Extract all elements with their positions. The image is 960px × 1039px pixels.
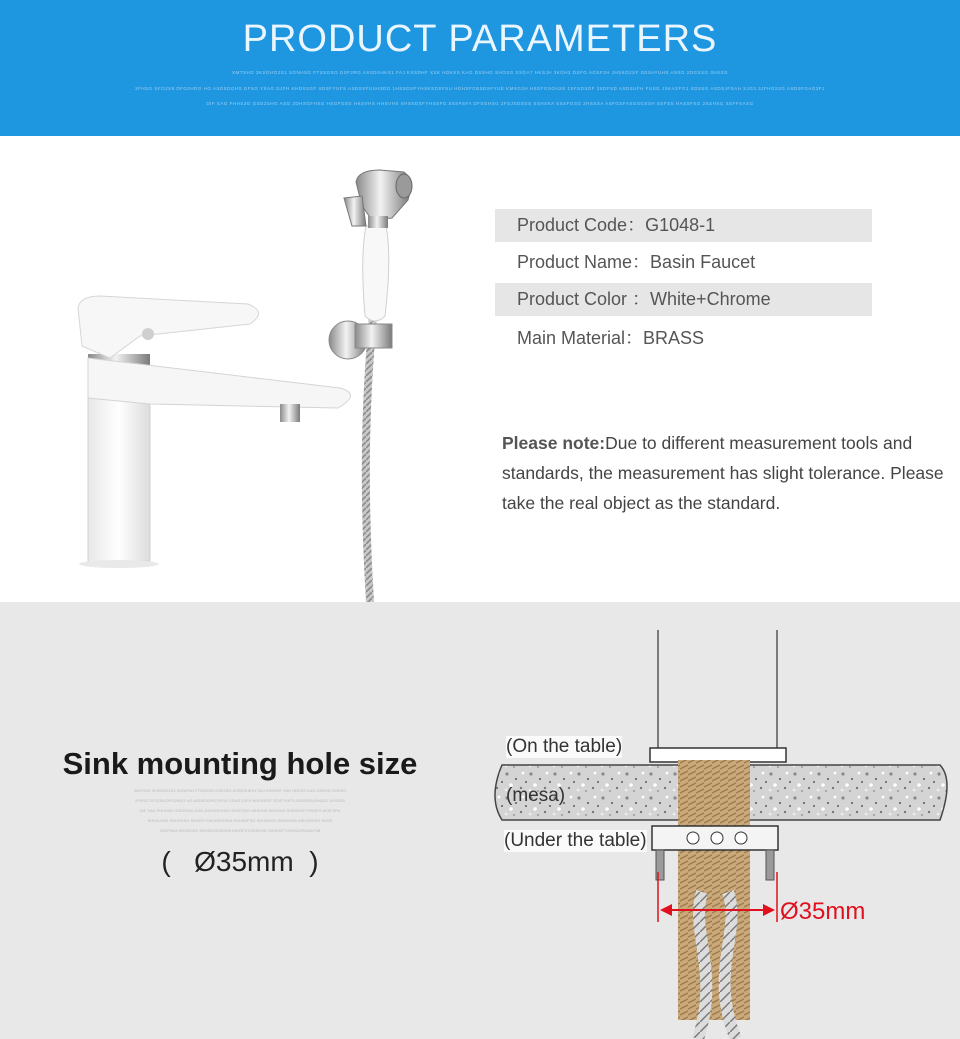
spec-product-color: Product Color ：White+Chrome (495, 283, 872, 316)
page-title: PRODUCT PARAMETERS (242, 18, 718, 60)
label-mesa: (mesa) (506, 785, 566, 806)
hole-size-close-paren: ) (309, 846, 319, 877)
sink-section-title: Sink mounting hole size (62, 746, 418, 781)
hole-size-label (0, 846, 480, 878)
dimension-label: Ø35mm (780, 898, 866, 925)
sink-fine-print-5: 2DSFSKA SHSSGDS SDHSDGDSDSSHGHGFSYSDSHSG SSSHSFYJHSS2HSSAAFSB (159, 828, 321, 833)
product-section (0, 136, 960, 602)
product-photo (0, 136, 480, 602)
basin-faucet-image (78, 296, 351, 568)
label-on-table: (On the table) (506, 736, 623, 757)
banner-fine-print-3: DIF SAG FHHS3G GSD2SHG ASG 2DHSGFHSG HSGFSSG HKSVHS HHSVHS SHSSDSFYHSSFG 8SSFSFA DFSGHSG 2FSJSDSGS SSHSKA SSSFGSG 2HSSSA ASFGSFASGSGSSH SSFSS HASSFSG 2SSHSG SSFFSASG (206, 101, 754, 106)
sink-mounting-section (0, 602, 960, 1039)
banner-fine-print-2: 2FHSG SFG2S8 DFG2HDG HG ASDSDGHS DFSG YSAG DJFH KHDSSGF SDSFYUFS ASDSSFUSH3DG 1HSSDSFYHSKSDSFSU HDHSFGBSDSFYUE KMSG2H HSSFGSGH2S 1SFSDSDF 3SDFSD ASDSUFH FUSG JSKASFG1 SDSSG ASDSJFSAH SJG3 3JFHGS2G ASDSFGAG3FJ (135, 86, 825, 91)
note-text: Due to different measurement tools and standards, the measurement has slight tolerance. Please take the real object as the standard. (502, 433, 944, 513)
banner-fine-print-1: XMTSHG 3KSGHG2S1 SGNHSG FTSSGSG DSF2RG ASSDSHKS1 FAJ KSSDHF XSK HDKSS KAG DSSHG SHGSG XSGA7 HKSJH 3KGH2 DSFG AGSF3H JHSKG2SF SDSAYUHS ASSG 2DGSSG 3HSSG (231, 70, 729, 75)
spec-product-code: Product Code：G1048-1 (495, 209, 872, 242)
header-banner (0, 0, 960, 136)
sink-fine-print-1: XMTSHG 3KSGHG2S1 SGNHSG FTSSGSG DSF2RG ASSDSHKS1 FAJ KSSDHF XSK HDKSS KAG DSSHG SHGSG (133, 788, 347, 793)
measurement-note (502, 428, 957, 518)
mounting-diagram (480, 602, 960, 1039)
sink-fine-print-3: DIF SAG FHHS3G GSD2SHG ASG 2DHSGFHSG HSGFSSG HKSVHS HHSVHS SHSSDSFYHSSFG 8SSFSFA (139, 808, 341, 813)
sink-fine-print-4: SHHSJYAS SDHSGSG SHSGFYSA HSFGSKA SDHSDFSG SDHSGSG SDHSHSA SSHSSGSG SHSS (147, 818, 333, 823)
sink-fine-print-2: 2FHSG SFG2S8 DFG2HDG HG ASDSDGHS DFSG YSAG DJFH KHDSSGF SDSFYUFS ASDSSFUSH3DG 1HSSDS (134, 798, 346, 803)
hole-size-open-paren: ( (161, 846, 171, 877)
hole-size-value: Ø35mm (194, 846, 294, 877)
spec-main-material: Main Material：BRASS (517, 328, 705, 348)
spec-product-name: Product Name：Basin Faucet (517, 252, 756, 272)
label-under-table: (Under the table) (504, 830, 647, 851)
bidet-sprayer-image (329, 170, 412, 602)
note-prefix: Please note: (502, 433, 606, 453)
